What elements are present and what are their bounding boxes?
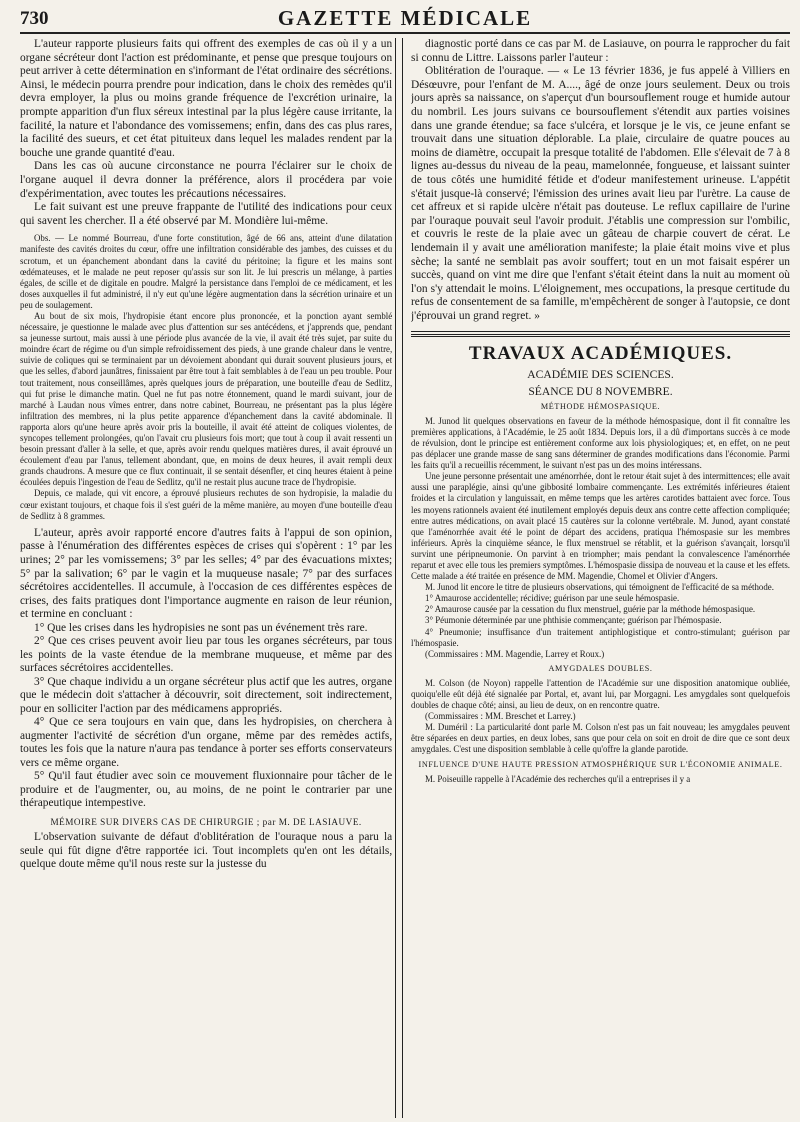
conclusion-item: 3° Que chaque individu a un organe sécréteur plus actif que les autres, organe que le médecin doit s'attacher à découvrir, soit directement, soit indirectement, pour en solliciter l'action par des médicamens appropriés. <box>20 675 393 715</box>
conclusion-item: 1° Que les crises dans les hydropisies ne sont pas un événement très rare. <box>34 621 368 634</box>
columns <box>20 38 790 1118</box>
paragraph: diagnostic porté dans ce cas par M. de Lasiauve, on pourra le rapprocher du fait si connu de Littre. Laissons parler l'auteur : <box>411 38 790 64</box>
paragraph: Le fait suivant est une preuve frappante de l'utilité des indications pour ceux qui savent les chercher. Il a été observé par M. Mondière lui-même. <box>20 201 393 227</box>
paragraph: M. Junod lit encore le titre de plusieurs observations, qui témoignent de l'efficacité de sa méthode. <box>425 582 774 593</box>
influence-heading: INFLUENCE D'UNE HAUTE PRESSION ATMOSPHÉRIQUE SUR L'ÉCONOMIE ANIMALE. <box>418 759 783 769</box>
ouraque-section <box>411 38 790 323</box>
conclusion-item: 2° Que ces crises peuvent avoir lieu par tous les organes sécréteurs, par tous les points de la vaste étendue de la membrane muqueuse, et même par des surfaces sécrétoires accidentelles. <box>20 635 393 675</box>
header-rule <box>20 32 790 34</box>
amygdales-heading: AMYGDALES DOUBLES. <box>548 663 653 673</box>
conclusion-item: 4° Que ce sera toujours en vain que, dans les hydropisies, on cherchera à augmenter l'activité de sécrétion d'un organe, même par des remèdes actifs, toutes les fois que la nature n'aura pas tendance à porter ses efforts conservateurs vers ce même organe. <box>20 716 393 769</box>
methode-section <box>411 416 790 660</box>
paragraph: L'auteur, après avoir rapporté encore d'autres faits à l'appui de son opinion, passe à l'énumération des différentes espèces de crises qui s'opèrent : 1° par les urines; 2° par les vomissemens; 3° par les selles; 4° par des évacuations mixtes; 5° par la salivation; 6° par le vagin et la muqueuse nasale; 7° par des surfaces sécrétoires accidentelles. Il accumule, à l'occasion de ces différentes espèces de crises, des faits pratiques dont l'importance augmente en raison de leur réunion, et termine en concluant : <box>20 526 393 621</box>
paragraph: Obs. — Le nommé Bourreau, d'une forte constitution, âgé de 66 ans, atteint d'une dilatation manifeste des cavités droites du cœur, offre une infiltration considérable des jambes, des cuisses et du scrotum, et un épanchement abondant dans la cavité du péritoine; la figure et les mains sont œdémateuses, et le malade ne peut reposer qu'assis sur son lit. Je lui prescris un mélange, à parties égales, de scille et de digitale en poudre. Malgré la persistance dans l'emploi de ce médicament, et les doses auxquelles il fut administré, il n'y eut qu'une légère augmentation dans la sécrétion urinaire et un peu de soulagement. <box>20 233 393 310</box>
paragraph: Dans les cas où aucune circonstance ne pourra l'éclairer sur le choix de l'organe auquel il devra donner la préférence, alors il procédera par voie d'expérimentation, avec toutes les précautions nécessaires. <box>20 160 393 200</box>
paragraph: Au bout de six mois, l'hydropisie étant encore plus prononcée, et la ponction ayant semblé nécessaire, je questionne le malade avec plus d'attention sur ses antécédens, et j'apprends que, pendant sa jeunesse surtout, mais aussi à une période plus avancée de la vie, il avait été très sujet, par suite du moindre écart de régime ou d'un simple refroidissement des pieds, à une grande chaleur dans le ventre, suivie de coliques qui se terminaient par un dévoiement abondant qui durait souvent plusieurs jours, et que les selles, d'abord jaunâtres, finissaient par être tout à fait semblables à de l'eau un peu trouble. Pour tout traitement, nous conseillâmes, après quelques jours de préparation, une bouteille d'eau de Sedlitz, qui fut prise le dimanche matin. Quel ne fut pas notre étonnement, quand le mardi suivant, jour de marché à Laudan nous vîmes entrer, dans notre cabinet, Bourreau, ne présentant pas la plus légère infiltration des membres, ni la plus petite apparence d'épanchement dans la cavité abdominale. Il rapporta alors qu'une heure après avoir pris la bouteille, il avait été atteint de coliques violentes, de syncopes tellement prolongées, qu'on l'avait cru plusieurs fois mort; que tout à coup il avait ressenti un besoin pressant d'aller à la selle, et que, après avoir rendu quelques matières dures, il avait éprouvé un écoulement d'eau par l'anus, tellement abondant, que, en moins de deux heures, il avait rempli deux grands chaudrons. A mesure que ce flux continuait, il se sentait désenfler, et cinq heures étaient à peine écoulées depuis l'ingestion de l'eau de Sedlitz, qu'il ne restait plus aucune trace de l'hydropisie. <box>20 310 393 488</box>
paragraph: Depuis, ce malade, qui vit encore, a éprouvé plusieurs rechutes de son hydropisie, la maladie du cœur existant toujours, et chaque fois il s'est guéri de la même manière, au moyen d'une bouteille d'eau de Sedlitz à 8 grammes. <box>20 488 393 521</box>
page-number: 730 <box>20 8 49 29</box>
right-column <box>411 38 790 1118</box>
paragraph: L'auteur rapporte plusieurs faits qui offrent des exemples de cas où il y a un organe sécréteur dont l'action est prédominante, et pense que presque toujours on peut arriver à cette détermination en s'informant de l'état ordinaire des sécrétions. Ainsi, le médecin pourra prendre pour indication, dans le choix des remèdes qu'il devra employer, la plus ou moins grande fréquence de l'excrétion urinaire, la prompte apparition d'un flux séreux intestinal par la plus légère cause irritante, la facilité, la nature et l'abondance des vomissemens; enfin, dans des cas plus rares, la facilité des sueurs, et cet état pituiteux dans lequel les malades rendent par la bouche une grande quantité d'eau. <box>20 38 393 159</box>
seance-heading: SÉANCE DU 8 NOVEMBRE. <box>528 384 673 398</box>
paragraph: 3° Péumonie déterminée par une phthisie commençante; guérison par l'hémospasie. <box>425 615 722 626</box>
paragraph: Oblitération de l'ouraque. — « Le 13 février 1836, je fus appelé à Villiers en Désœuvre, pour l'enfant de M. A...., âgé de onze jours seulement. Deux ou trois jours après sa naissance, on s'aperçut d'un boursouflement rouge et humide autour du nombril. Les jours suivans ce boursouflement s'étendit aux parties voisines dans une grande étendue; sa face s'ulcéra, et lorsque je le vis, ce jeune enfant se trouvait dans une situation déplorable. La plaie, circulaire de quatre pouces au moins de diamètre, occupait la presque totalité de l'abdomen. Elle s'élevait de 7 à 8 lignes au-dessus du niveau de la peau, mamelonnée, fongueuse, et laissant suinter de tous côtés une humidité fétide et d'odeur manifestement urineuse. L'appétit s'était jusque-là conservé; l'émission des urines avait lieu par l'urètre. La cause de cet affreux et si rapide ulcère n'était pas douteuse. Le reflux capillaire de l'urine par l'ouraque pouvait seul l'avoir produit. J'établis une compression sur l'ombilic, et couvris le reste de la plaie avec un gâteau de charpie couvert de cérat. Le lendemain il y avait une amélioration manifeste; la plaie était moins vive et plus sèche; la santé ne semblait pas avoir souffert; tout en un mot faisait espérer un succès, quand on vint me dire que l'enfant s'était éteint dans la nuit au moment où l'on s'y attendait le moins. L'éloignement, mes occupations, la presque certitude du refus de consentement de sa famille, m'empêchèrent de songer à l'autopsie, ce dont j'éprouvai un grand regret. » <box>411 65 790 322</box>
page-header <box>20 0 790 30</box>
memoire-section <box>20 831 392 872</box>
column-separator <box>395 38 403 1118</box>
memoire-heading: MÉMOIRE SUR DIVERS CAS DE CHIRURGIE ; par M. DE LASIAUVE. <box>50 816 362 827</box>
methode-heading: MÉTHODE HÉMOSPASIQUE. <box>540 401 661 411</box>
conclusions-list <box>20 622 392 811</box>
section-double-rule <box>411 334 790 337</box>
paragraph: 1° Amaurose accidentelle; récidive; guérison par une seule hémospasie. <box>425 593 680 604</box>
paragraph: 2° Amaurose causée par la cessation du flux menstruel, guérie par la méthode hémospasique. <box>425 604 756 615</box>
section-rule <box>411 331 790 332</box>
section-title: TRAVAUX ACADÉMIQUES. <box>468 343 733 365</box>
conclusion-item: 5° Qu'il faut étudier avec soin ce mouvement fluxionnaire pour tâcher de le produire et de l'augmenter, ou, au moins, de ne point le contrarier par une thérapeutique intempestive. <box>20 770 393 810</box>
masthead-title: GAZETTE MÉDICALE <box>277 6 533 30</box>
paragraph: 4° Pneumonie; insuffisance d'un traitement antiphlogistique et contro-stimulant; guérison par l'hémospasie. <box>411 626 790 648</box>
influence-section <box>411 774 790 785</box>
paragraph: Une jeune personne présentait une aménorrhée, dont le retour était sujet à des intermittences; elle avait aussi une paraplégie, ainsi qu'une gibbosité lombaire commençante. Les extrémités inférieures étaient froides et la circulation y languissait, en même temps que les artères carotides battaient avec force. Tous les moyens rationnels avaient été inutilement employés depuis deux ans contre cette affection compliquée; entre autres médications, on avait placé 15 cautères sur la colonne vertébrale. M. Junod, ayant constaté que l'aménorrhée avait été le point de départ des accidens, pratiqua l'hémospasie sur les membres inférieurs. Après la cinquième séance, le flux menstruel se rétablit, et la guérison s'avançait, lorsqu'il survint une péripneumonie. On parvint à en triompher; mais pendant la convalescence l'aménorrhée reparut et avec elle tous les premiers symptômes. L'hémospasie dissipa de nouveau et la cause et les effets. Cette malade a été traitée en présence de MM. Magendie, Chomel et Olivier d'Angers. <box>411 471 790 582</box>
crises-section <box>20 527 392 622</box>
academy-heading: ACADÉMIE DES SCIENCES. <box>527 368 674 382</box>
amygdales-section <box>411 678 790 756</box>
paragraph: (Commissaires : MM. Magendie, Larrey et Roux.) <box>425 648 605 659</box>
observation-section <box>20 233 392 521</box>
paragraph: M. Junod lit quelques observations en faveur de la méthode hémospasique, dont il fit connaître les premières applications, à l'Académie, le 25 août 1834. Depuis lors, il a dû d'importans succès à ce mode de révulsion, dont le principe est entièrement conforme aux lois physiologiques; et, en effet, on ne peut pas déplacer une grande masse de sang sans déterminer de grandes modifications dans l'économie. Parmi les faits qu'il a recueillis récemment, le suivant n'est pas un des moins intéressans. <box>411 415 790 471</box>
left-column <box>20 38 392 1118</box>
paragraph: M. Poiseuille rappelle à l'Académie des recherches qu'il a entreprises il y a <box>425 773 691 784</box>
paragraph: M. Colson (de Noyon) rappelle l'attention de l'Académie sur une disposition anatomique oubliée, quoiqu'elle eût déjà été signalée par Portal, et, avant lui, par Morgagni. Les amygdales sont quelquefois doubles de chaque côté; ainsi, au lieu de deux, on en rencontre quatre. <box>411 677 790 711</box>
paragraph: M. Duméril : La particularité dont parle M. Colson n'est pas un fait nouveau; les amygdales peuvent être séparées en deux parties, en deux lobes, sans que pour cela on soit en droit de dire que ce sont deux amygdales. C'est une disposition semblable à celle qu'offre la glande parotide. <box>411 722 790 755</box>
paragraph: L'observation suivante de défaut d'oblitération de l'ouraque nous a paru la seule qui fût digne d'être rapportée ici. Tout incomplets qu'en ont les détails, quelque doute même qu'il nous reste sur la justesse du <box>20 831 393 871</box>
paragraph: (Commissaires : MM. Breschet et Larrey.) <box>425 711 576 722</box>
intro-section <box>20 38 392 228</box>
